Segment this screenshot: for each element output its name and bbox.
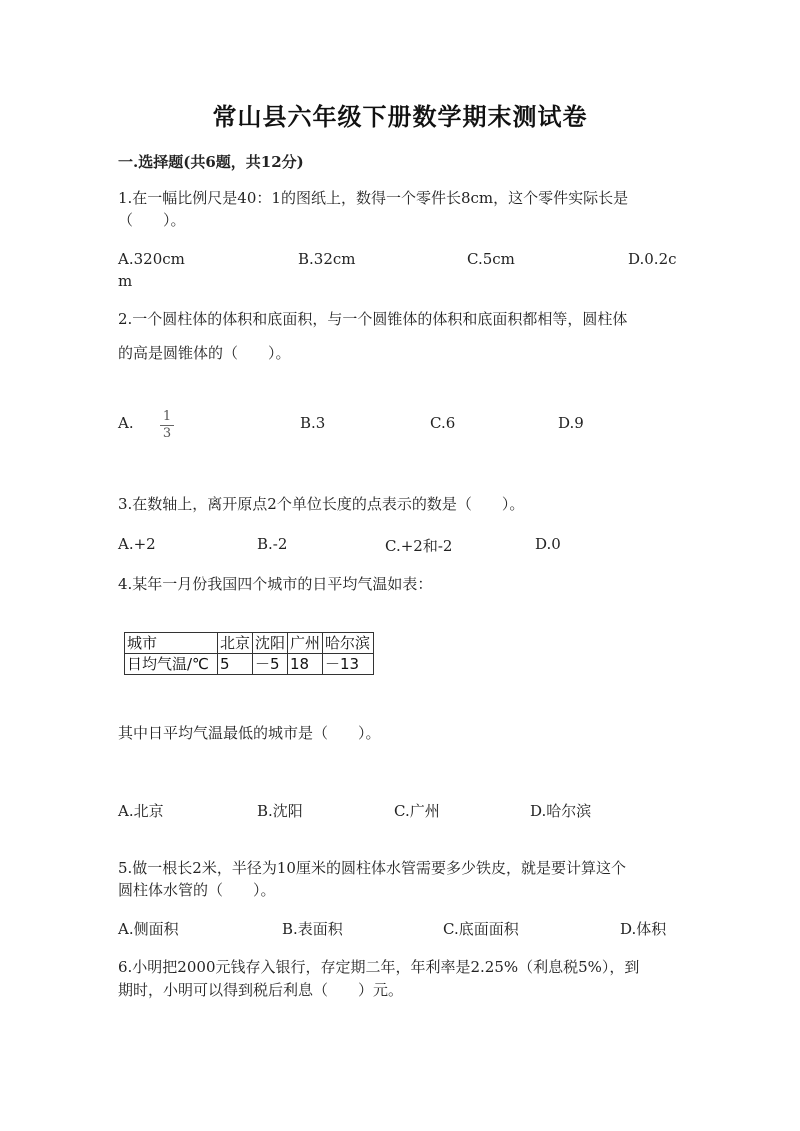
question-4-option-c: C.广州 xyxy=(394,802,440,820)
question-1-line-1: 1.在一幅比例尺是40：1的图纸上，数得一个零件长8cm，这个零件实际长是 xyxy=(118,189,629,207)
table-cell: 广州 xyxy=(288,633,323,654)
question-2-option-d: D.9 xyxy=(558,414,584,432)
question-3-option-a: A.+2 xyxy=(118,535,156,553)
question-4-option-d: D.哈尔滨 xyxy=(530,802,592,820)
section-heading: 一.选择题(共6题，共12分) xyxy=(118,153,304,171)
question-3-text: 3.在数轴上，离开原点2个单位长度的点表示的数是（ ）。 xyxy=(118,495,525,513)
temperature-table xyxy=(124,632,374,675)
table-cell: 北京 xyxy=(218,633,253,654)
fraction-one-third xyxy=(160,410,174,441)
fraction-denominator: 3 xyxy=(162,426,172,441)
question-5-option-c: C.底面面积 xyxy=(443,920,519,938)
question-1-option-c: C.5cm xyxy=(467,250,515,268)
question-2-option-b: B.3 xyxy=(300,414,326,432)
question-5-line-2: 圆柱体水管的（ ）。 xyxy=(118,881,276,899)
page-title: 常山县六年级下册数学期末测试卷 xyxy=(212,102,588,131)
table-cell: 日均气温/℃ xyxy=(125,654,218,675)
question-4-text: 4.某年一月份我国四个城市的日平均气温如表： xyxy=(118,575,433,593)
table-row-header xyxy=(125,633,374,654)
table-cell: －13 xyxy=(323,654,374,675)
question-1-option-b: B.32cm xyxy=(298,250,356,268)
fraction-numerator: 1 xyxy=(162,409,172,424)
table-cell: 哈尔滨 xyxy=(323,633,374,654)
table-cell: 18 xyxy=(288,654,323,675)
question-4-option-b: B.沈阳 xyxy=(257,802,303,820)
question-5-option-d: D.体积 xyxy=(620,920,667,938)
question-2-option-a-label: A. xyxy=(118,414,134,432)
table-cell: 5 xyxy=(218,654,253,675)
question-5-option-b: B.表面积 xyxy=(282,920,343,938)
question-4-followup: 其中日平均气温最低的城市是（ ）。 xyxy=(118,724,381,742)
question-2-line-2: 的高是圆锥体的（ ）。 xyxy=(118,344,291,362)
question-1-option-a: A.320cm xyxy=(118,250,185,268)
question-1-line-2: （ ）。 xyxy=(118,211,186,229)
table-cell: －5 xyxy=(253,654,288,675)
question-1-option-d: D.0.2c xyxy=(628,250,677,268)
table-cell: 城市 xyxy=(125,633,218,654)
question-6-line-1: 6.小明把2000元钱存入银行，存定期二年，年利率是2.25%（利息税5%），到 xyxy=(118,958,640,976)
question-5-line-1: 5.做一根长2米，半径为10厘米的圆柱体水管需要多少铁皮，就是要计算这个 xyxy=(118,859,626,877)
question-3-option-c: C.+2和-2 xyxy=(385,537,453,555)
question-2-line-1: 2.一个圆柱体的体积和底面积，与一个圆锥体的体积和底面积都相等，圆柱体 xyxy=(118,310,628,328)
question-1-option-d-wrap: m xyxy=(118,272,133,290)
question-3-option-d: D.0 xyxy=(535,535,561,553)
table-cell: 沈阳 xyxy=(253,633,288,654)
question-4-option-a: A.北京 xyxy=(118,802,164,820)
question-6-line-2: 期时，小明可以得到税后利息（ ）元。 xyxy=(118,981,404,999)
question-5-option-a: A.侧面积 xyxy=(118,920,179,938)
question-3-option-b: B.-2 xyxy=(257,535,288,553)
question-2-option-c: C.6 xyxy=(430,414,456,432)
table-row-data xyxy=(125,654,374,675)
